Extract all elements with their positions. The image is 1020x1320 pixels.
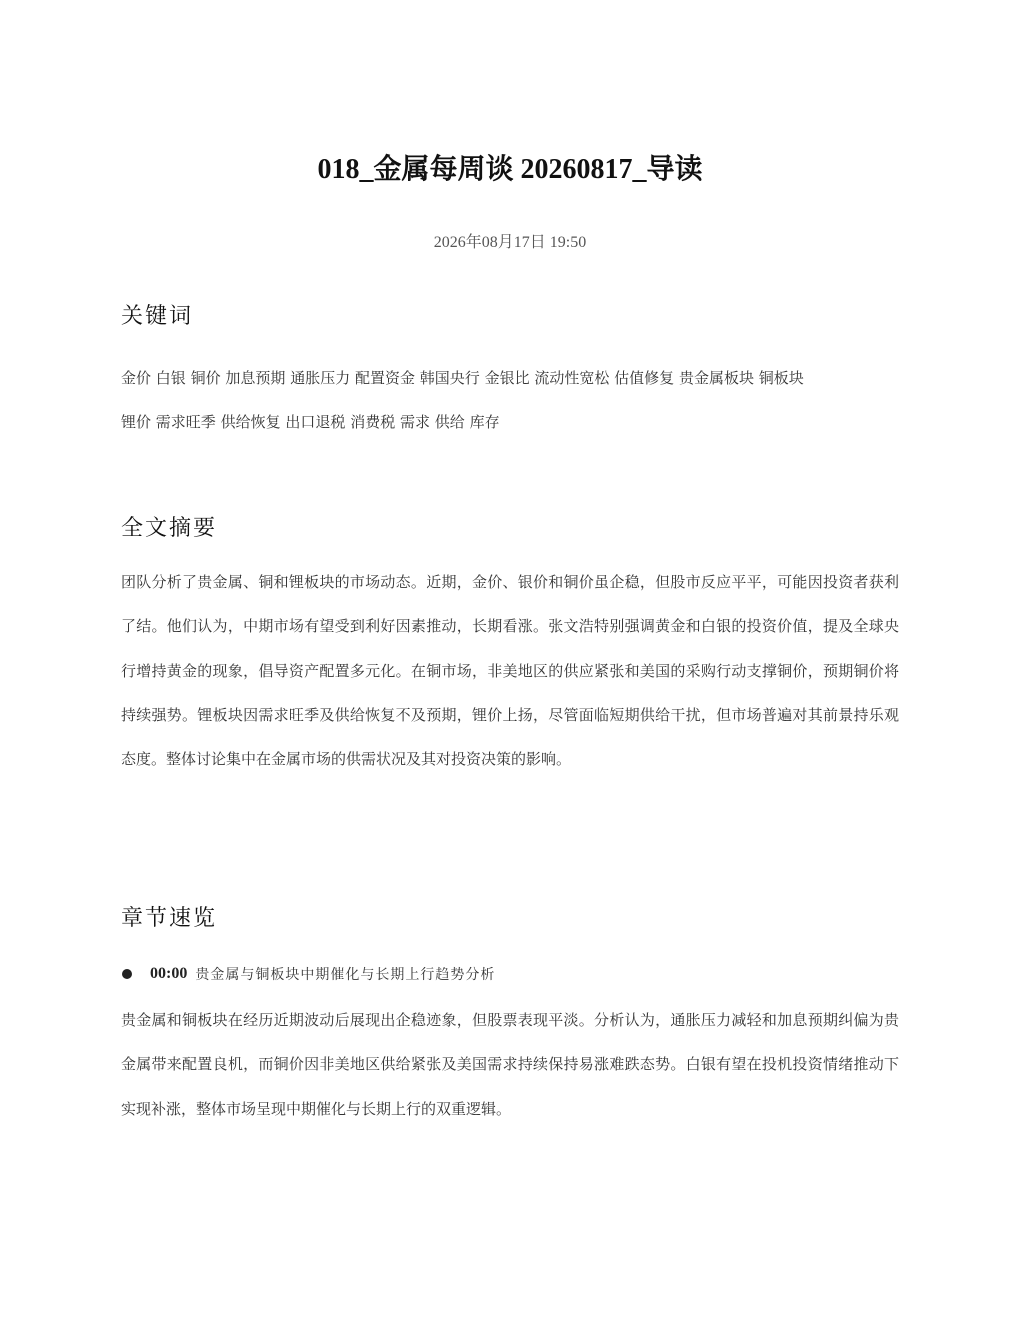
keyword: 出口退税 [285, 413, 346, 431]
document-title: 018_金属每周谈 20260817_导读 [317, 154, 703, 185]
document-date: 2026年08月17日 19:50 [433, 234, 587, 251]
chapters-heading: 章节速览 [121, 906, 218, 931]
summary-text: 团队分析了贵金属、铜和锂板块的市场动态。近期，金价、银价和铜价虽企稳，但股市反应平平，可能因投资者获利了结。他们认为，中期市场有望受到利好因素推动，长期看涨。张文浩特别强调黄金和白银的投资价值，提及全球央行增持黄金的现象，倡导资产配置多元化。在铜市场，非美地区的供应紧张和美国的采购行动支撑铜价，预期铜价将持续强势。锂板块因需求旺季及供给恢复不及预期，锂价上扬，尽管面临短期供给干扰，但市场普遍对其前景持乐观态度。整体讨论集中在金属市场的供需状况及其对投资决策的影响。 [121, 573, 899, 769]
keyword: 金价 [121, 369, 152, 387]
keyword-list [121, 356, 899, 444]
keyword: 加息预期 [225, 369, 286, 387]
bullet-icon [122, 969, 132, 979]
keyword: 白银 [155, 369, 186, 387]
keyword: 消费税 [350, 413, 396, 431]
chapter-timestamp: 00:00 [150, 965, 188, 982]
keyword: 配置资金 [354, 369, 415, 387]
keyword: 供给 [434, 413, 465, 431]
keyword: 锂价 [121, 413, 152, 431]
chapter-item-header [121, 960, 899, 988]
keyword: 金银比 [484, 369, 530, 387]
keyword: 韩国央行 [419, 369, 480, 387]
keyword: 库存 [469, 413, 500, 431]
keywords-heading: 关键词 [121, 304, 194, 329]
chapter-text: 贵金属和铜板块在经历近期波动后展现出企稳迹象，但股票表现平淡。分析认为，通胀压力减轻和加息预期纠偏为贵金属带来配置良机，而铜价因非美地区供给紧张及美国需求持续保持易涨难跌态势。白银有望在投机投资情绪推动下实现补涨，整体市场呈现中期催化与长期上行的双重逻辑。 [121, 1011, 899, 1118]
keyword: 估值修复 [614, 369, 675, 387]
keyword: 流动性宽松 [534, 369, 610, 387]
keyword: 供给恢复 [220, 413, 281, 431]
summary-heading: 全文摘要 [121, 516, 218, 541]
keyword: 需求 [399, 413, 430, 431]
keyword: 通胀压力 [290, 369, 351, 387]
chapter-title: 贵金属与铜板块中期催化与长期上行趋势分析 [195, 967, 496, 983]
keyword: 贵金属板块 [678, 369, 754, 387]
keyword: 铜价 [190, 369, 221, 387]
keyword: 需求旺季 [155, 413, 216, 431]
keyword: 铜板块 [758, 369, 804, 387]
